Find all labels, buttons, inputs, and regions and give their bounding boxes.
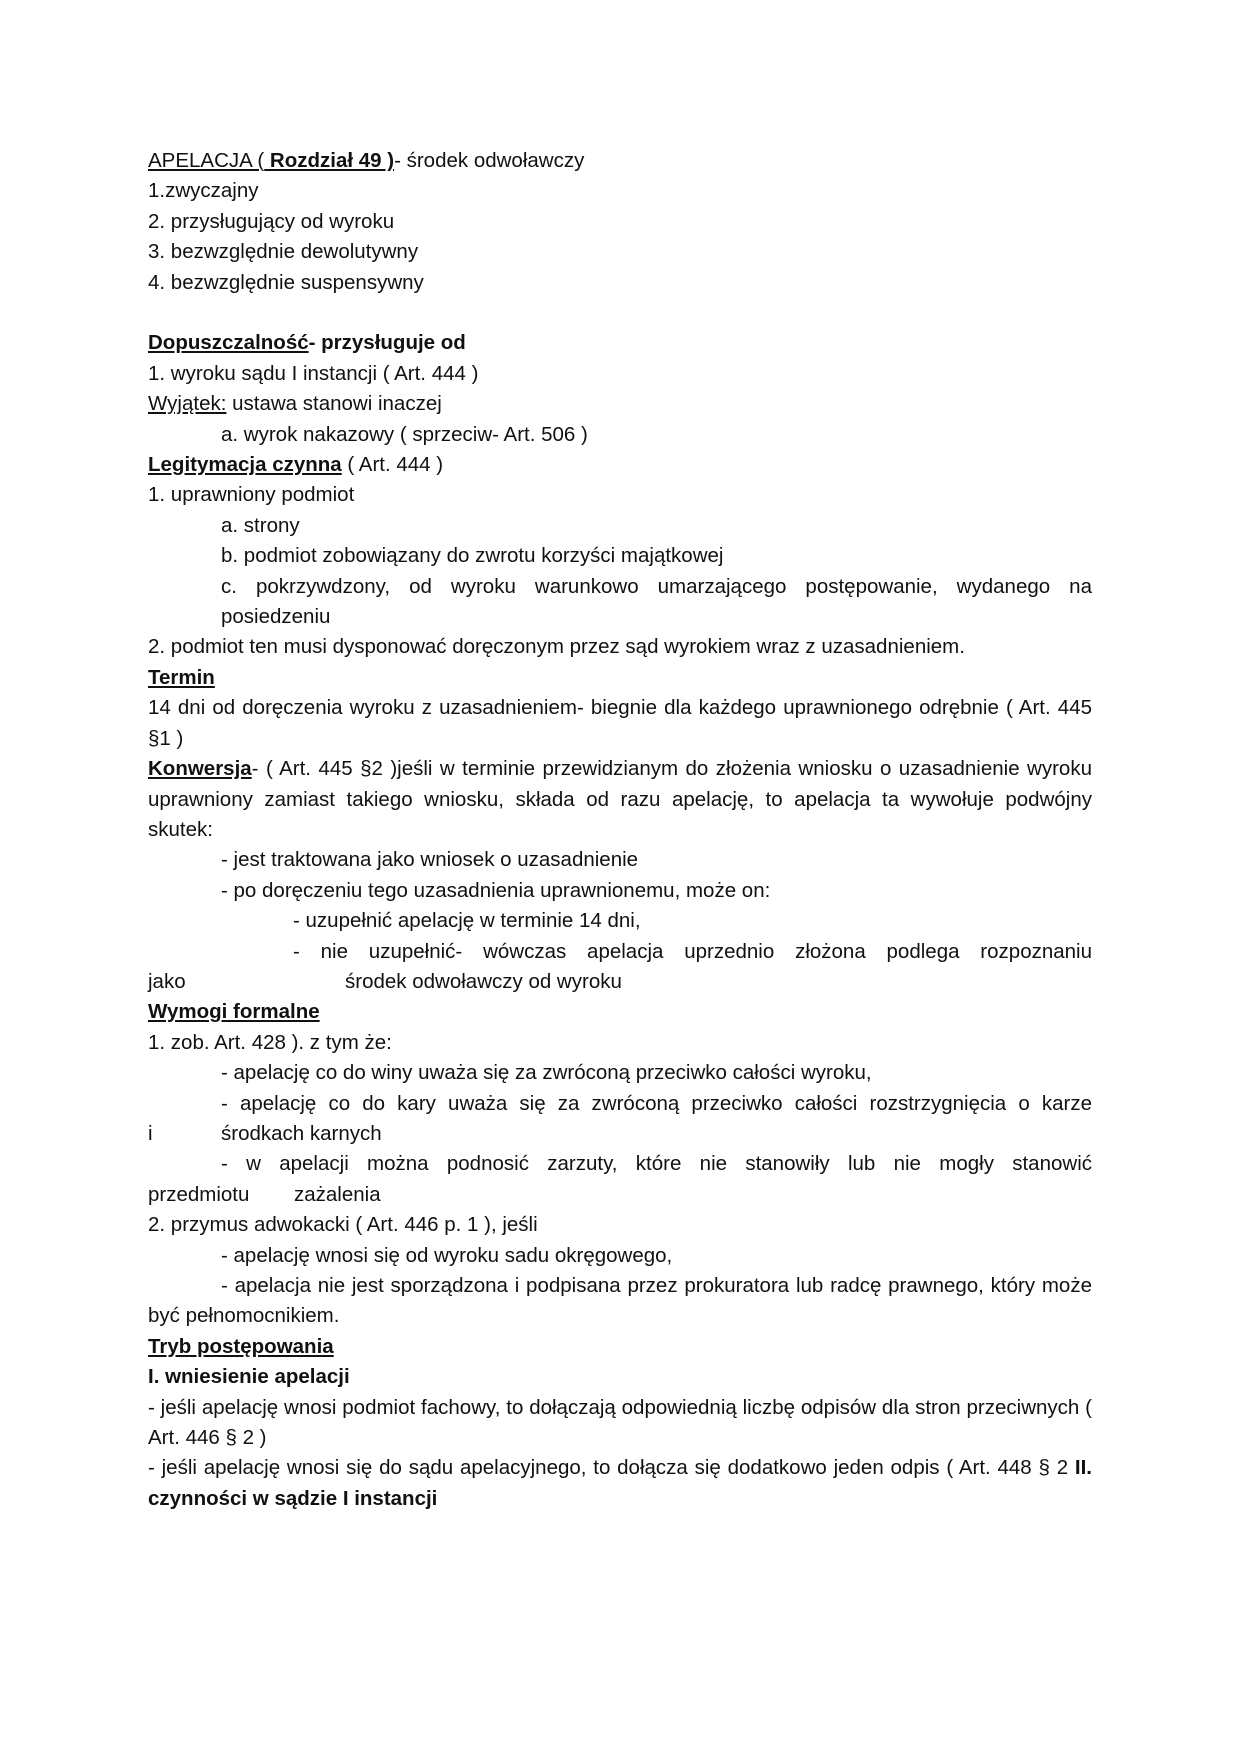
continuation-text: zażalenia <box>294 1182 381 1206</box>
subheading: I. wniesienie apelacji <box>148 1365 350 1389</box>
exception-line <box>148 389 1092 419</box>
heading-dopuszczalnosc <box>148 328 1092 358</box>
dash-item: - apelacja nie jest sporządzona i podpisana przez prokuratora lub radcę prawnego, który może być pełnomocnikiem. <box>148 1274 1092 1328</box>
heading-legitymacja <box>148 450 1092 480</box>
dash-item: - apelację wnosi się od wyroku sadu okręgowego, <box>221 1243 673 1267</box>
spacer <box>148 298 1092 328</box>
heading-apelacja-bold: Rozdział 49 ) <box>264 149 395 172</box>
heading-legitymacja-underlined: Legitymacja czynna <box>148 453 342 477</box>
exception-text: ustawa stanowi inaczej <box>226 392 442 416</box>
heading-wymogi: Wymogi formalne <box>148 1000 320 1024</box>
heading-apelacja <box>148 146 1092 176</box>
continuation-word: jako <box>148 969 186 993</box>
paragraph-text: - jeśli apelację wnosi się do sądu apelacyjnego, to dołącza się dodatkowo jeden odpis ( Art. 448 § 2 <box>148 1456 1075 1480</box>
heading-apelacja-underlined: APELACJA ( <box>148 149 265 172</box>
list-item: 2. przysługujący od wyroku <box>148 209 395 233</box>
list-item: 1. wyroku sądu I instancji ( Art. 444 ) <box>148 361 479 385</box>
continuation-word: przedmiotu <box>148 1182 250 1206</box>
heading-termin: Termin <box>148 665 215 689</box>
heading-konwersja: Konwersja <box>148 757 252 781</box>
dash-item: - apelację co do kary uważa się za zwróconą przeciwko całości rozstrzygnięcia o karze <box>221 1091 1092 1115</box>
dash-subitem: - nie uzupełnić- wówczas apelacja uprzednio złożona podlega rozpoznaniu <box>293 939 1092 963</box>
heading-tryb: Tryb postępowania <box>148 1334 334 1358</box>
subheading-inline: II. czynności w sądzie I instancji <box>148 1456 1092 1510</box>
dash-item: - apelację co do winy uważa się za zwróconą przeciwko całości wyroku, <box>221 1061 872 1085</box>
dash-item: - w apelacji można podnosić zarzuty, które nie stanowiły lub nie mogły stanowić <box>221 1152 1092 1176</box>
heading-legitymacja-rest: ( Art. 444 ) <box>341 453 444 477</box>
document-body <box>148 146 1092 1514</box>
paragraph <box>148 1453 1092 1514</box>
dash-item: - jest traktowana jako wniosek o uzasadnienie <box>221 848 639 872</box>
list-item: 3. bezwzględnie dewolutywny <box>148 240 419 264</box>
exception-label: Wyjątek: <box>148 392 227 416</box>
konwersja-text: - ( Art. 445 §2 )jeśli w terminie przewidzianym do złożenia wniosku o uzasadnienie wyroku uprawniony zamiast takiego wniosku, składa od razu apelację, to apelacja ta wywołuje podwójny skutek: <box>148 757 1092 841</box>
continuation-text: środek odwoławczy od wyroku <box>345 969 622 993</box>
sub-item: b. podmiot zobowiązany do zwrotu korzyści majątkowej <box>221 544 724 568</box>
paragraph: 14 dni od doręczenia wyroku z uzasadnieniem- biegnie dla każdego uprawnionego odrębnie ( Art. 445 §1 ) <box>148 696 1092 750</box>
continuation-word: i <box>148 1121 153 1145</box>
sub-item: c. pokrzywdzony, od wyroku warunkowo umarzającego postępowanie, wydanego na posiedzeniu <box>221 574 1092 629</box>
list-item: 2. podmiot ten musi dysponować doręczonym przez sąd wyrokiem wraz z uzasadnieniem. <box>148 635 965 659</box>
heading-dopuszczalnosc-rest: - przysługuje od <box>308 331 466 355</box>
list-item: 4. bezwzględnie suspensywny <box>148 270 424 294</box>
list-item: 1. uprawniony podmiot <box>148 483 355 507</box>
paragraph-konwersja <box>148 754 1092 845</box>
sub-item: a. strony <box>221 513 300 537</box>
list-item: 1. zob. Art. 428 ). z tym że: <box>148 1030 392 1054</box>
list-item: 2. przymus adwokacki ( Art. 446 p. 1 ), jeśli <box>148 1213 538 1237</box>
paragraph: - jeśli apelację wnosi podmiot fachowy, to dołączają odpowiednią liczbę odpisów dla stron przeciwnych ( Art. 446 § 2 ) <box>148 1395 1092 1450</box>
continuation-line <box>148 1180 1092 1210</box>
list-item: 1.zwyczajny <box>148 179 259 203</box>
continuation-line <box>148 967 1092 997</box>
heading-apelacja-rest: - środek odwoławczy <box>394 149 585 172</box>
sub-item: a. wyrok nakazowy ( sprzeciw- Art. 506 ) <box>221 422 588 446</box>
continuation-text: środkach karnych <box>221 1121 382 1145</box>
dash-item: - po doręczeniu tego uzasadnienia uprawnionemu, może on: <box>221 878 771 902</box>
heading-dopuszczalnosc-underlined: Dopuszczalność <box>148 331 309 355</box>
dash-subitem: - uzupełnić apelację w terminie 14 dni, <box>293 909 641 933</box>
continuation-line <box>148 1119 1092 1149</box>
